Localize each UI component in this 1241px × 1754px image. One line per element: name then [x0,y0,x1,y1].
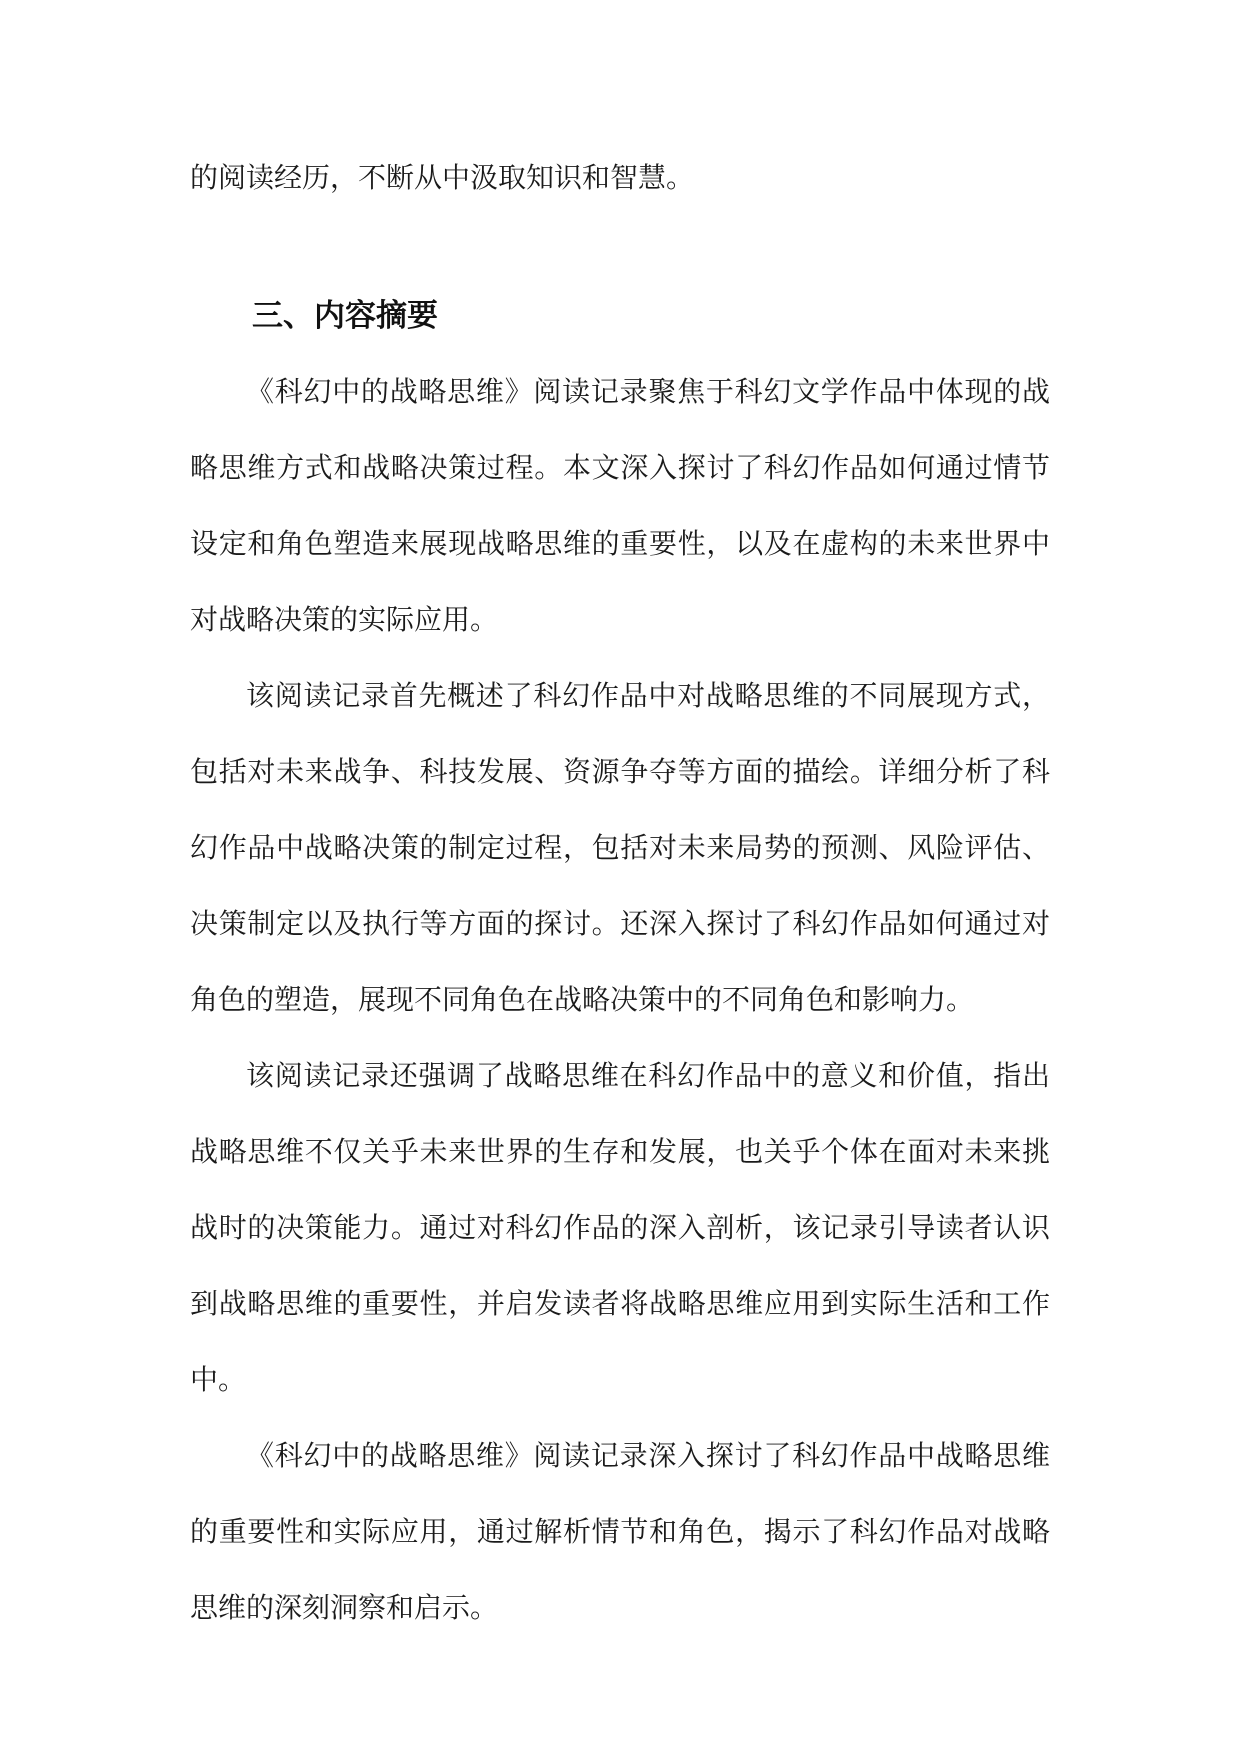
summary-paragraph-3: 该阅读记录还强调了战略思维在科幻作品中的意义和价值，指出战略思维不仅关乎未来世界的生存和发展，也关乎个体在面对未来挑战时的决策能力。通过对科幻作品的深入剖析，该记录引导读者认识到战略思维的重要性，并启发读者将战略思维应用到实际生活和工作中。 [190,1059,1050,1396]
summary-paragraph-2: 该阅读记录首先概述了科幻作品中对战略思维的不同展现方式，包括对未来战争、科技发展、资源争夺等方面的描绘。详细分析了科幻作品中战略决策的制定过程，包括对未来局势的预测、风险评估、决策制定以及执行等方面的探讨。还深入探讨了科幻作品如何通过对角色的塑造，展现不同角色在战略决策中的不同角色和影响力。 [190,679,1050,1016]
continued-paragraph: 的阅读经历，不断从中汲取知识和智慧。 [190,161,695,194]
section-heading: 三、内容摘要 [252,298,438,334]
summary-paragraph-4: 《科幻中的战略思维》阅读记录深入探讨了科幻作品中战略思维的重要性和实际应用，通过解析情节和角色，揭示了科幻作品对战略思维的深刻洞察和启示。 [190,1439,1050,1624]
summary-paragraph-1: 《科幻中的战略思维》阅读记录聚焦于科幻文学作品中体现的战略思维方式和战略决策过程。本文深入探讨了科幻作品如何通过情节设定和角色塑造来展现战略思维的重要性，以及在虚构的未来世界中对战略决策的实际应用。 [190,375,1050,636]
page-content [190,140,1050,1646]
